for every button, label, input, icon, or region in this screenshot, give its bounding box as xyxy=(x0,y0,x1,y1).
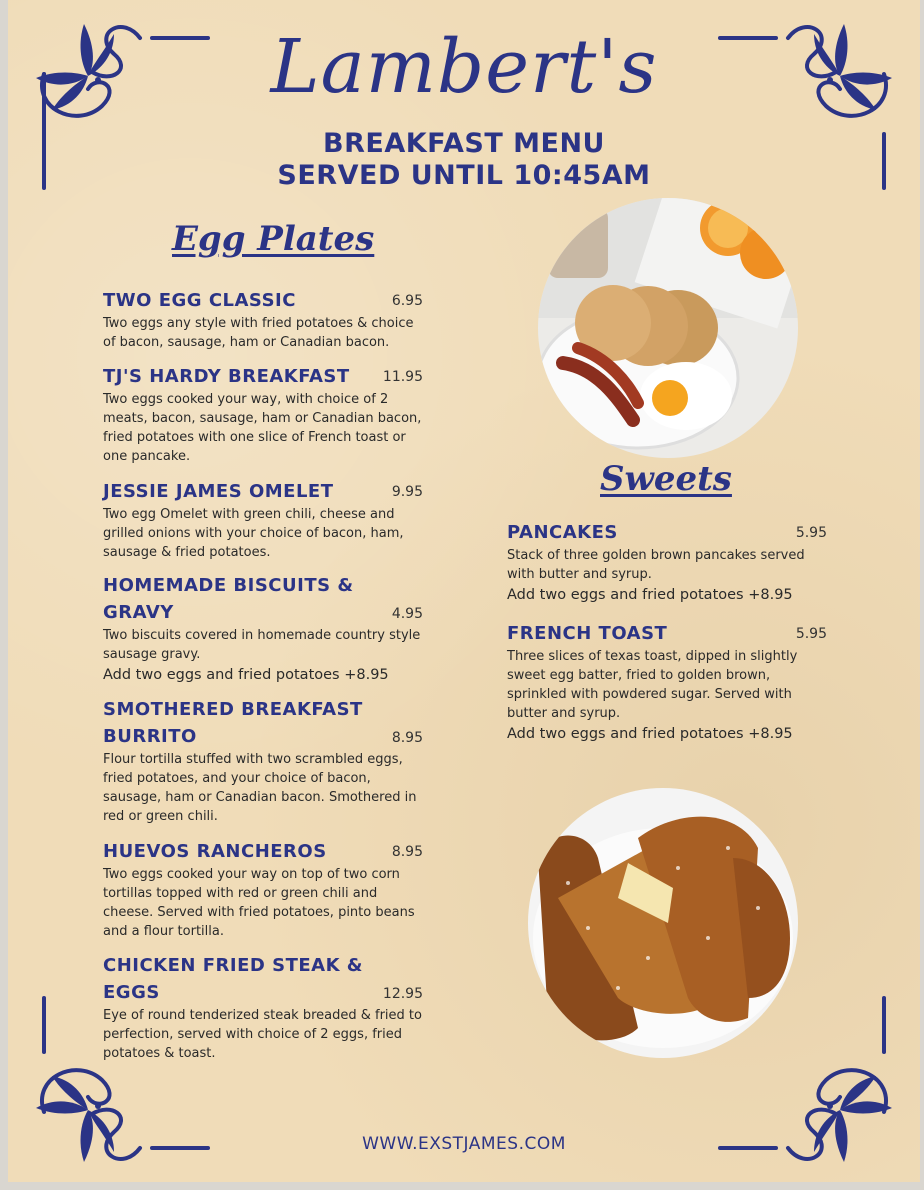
menu-item xyxy=(103,572,423,686)
item-price: 6.95 xyxy=(391,293,423,309)
item-name: SMOTHERED BREAKFAST BURRITO xyxy=(103,699,363,747)
item-name: FRENCH TOAST xyxy=(507,623,668,644)
item-description: Eye of round tenderized steak breaded & fried to perfection, served with choice of 2 eggs, fried potatoes & toast. xyxy=(103,1008,422,1061)
item-name: CHICKEN FRIED STEAK & EGGS xyxy=(103,955,363,1003)
menu-item xyxy=(103,696,423,826)
item-price: 9.95 xyxy=(391,484,423,500)
item-price: 8.95 xyxy=(391,730,423,746)
item-description: Two eggs any style with fried potatoes & choice of bacon, sausage, ham or Canadian bacon. xyxy=(103,316,414,350)
item-description: Two eggs cooked your way on top of two corn tortillas topped with red or green chili and cheese. Served with fried potatoes, pinto beans and a flour tortilla. xyxy=(103,867,415,939)
french-toast-photo xyxy=(528,788,798,1058)
item-name: JESSIE JAMES OMELET xyxy=(103,481,334,502)
menu-item xyxy=(507,519,827,606)
item-description: Two egg Omelet with green chili, cheese and grilled onions with your choice of bacon, ham, sausage & fried potatoes. xyxy=(103,507,404,560)
item-description: Three slices of texas toast, dipped in slightly sweet egg batter, fried to golden brown, sprinkled with powdered sugar. Served with butter and syrup. xyxy=(507,649,798,721)
item-add-on: Add two eggs and fried potatoes +8.95 xyxy=(103,667,389,683)
menu-item xyxy=(103,952,423,1063)
menu-item xyxy=(507,620,827,745)
menu-item xyxy=(103,838,423,941)
restaurant-title: Lambert's xyxy=(270,24,658,110)
menu-page xyxy=(8,0,920,1182)
item-price: 8.95 xyxy=(391,844,423,860)
item-description: Two eggs cooked your way, with choice of 2 meats, bacon, sausage, ham or Canadian bacon, fried potatoes with one slice of French toast or one pancake. xyxy=(103,392,422,464)
item-description: Two biscuits covered in homemade country style sausage gravy. xyxy=(103,628,421,662)
serving-hours: SERVED UNTIL 10:45AM xyxy=(277,160,651,191)
menu-item xyxy=(103,287,423,352)
item-name: HOMEMADE BISCUITS & GRAVY xyxy=(103,575,354,623)
item-add-on: Add two eggs and fried potatoes +8.95 xyxy=(507,587,793,603)
item-name: PANCAKES xyxy=(507,522,618,543)
item-add-on: Add two eggs and fried potatoes +8.95 xyxy=(507,726,793,742)
item-description: Flour tortilla stuffed with two scrambled eggs, fried potatoes, and your choice of bacon, sausage, ham or Canadian bacon. Smothered in red or green chili. xyxy=(103,752,417,824)
item-price: 4.95 xyxy=(391,606,423,622)
item-name: TWO EGG CLASSIC xyxy=(103,290,296,311)
pancakes-photo xyxy=(538,198,798,458)
item-price: 5.95 xyxy=(795,626,827,642)
menu-item xyxy=(103,363,423,466)
menu-item xyxy=(103,478,423,562)
item-name: TJ'S HARDY BREAKFAST xyxy=(103,366,350,387)
item-price: 5.95 xyxy=(795,525,827,541)
sweets-heading: Sweets xyxy=(600,459,732,499)
item-price: 12.95 xyxy=(382,986,423,1002)
menu-subtitle: BREAKFAST MENU xyxy=(323,128,605,159)
item-name: HUEVOS RANCHEROS xyxy=(103,841,327,862)
item-price: 11.95 xyxy=(382,369,423,385)
item-description: Stack of three golden brown pancakes served with butter and syrup. xyxy=(507,548,805,582)
egg-plates-heading: Egg Plates xyxy=(172,219,375,259)
website-link[interactable]: WWW.EXSTJAMES.COM xyxy=(362,1134,566,1154)
